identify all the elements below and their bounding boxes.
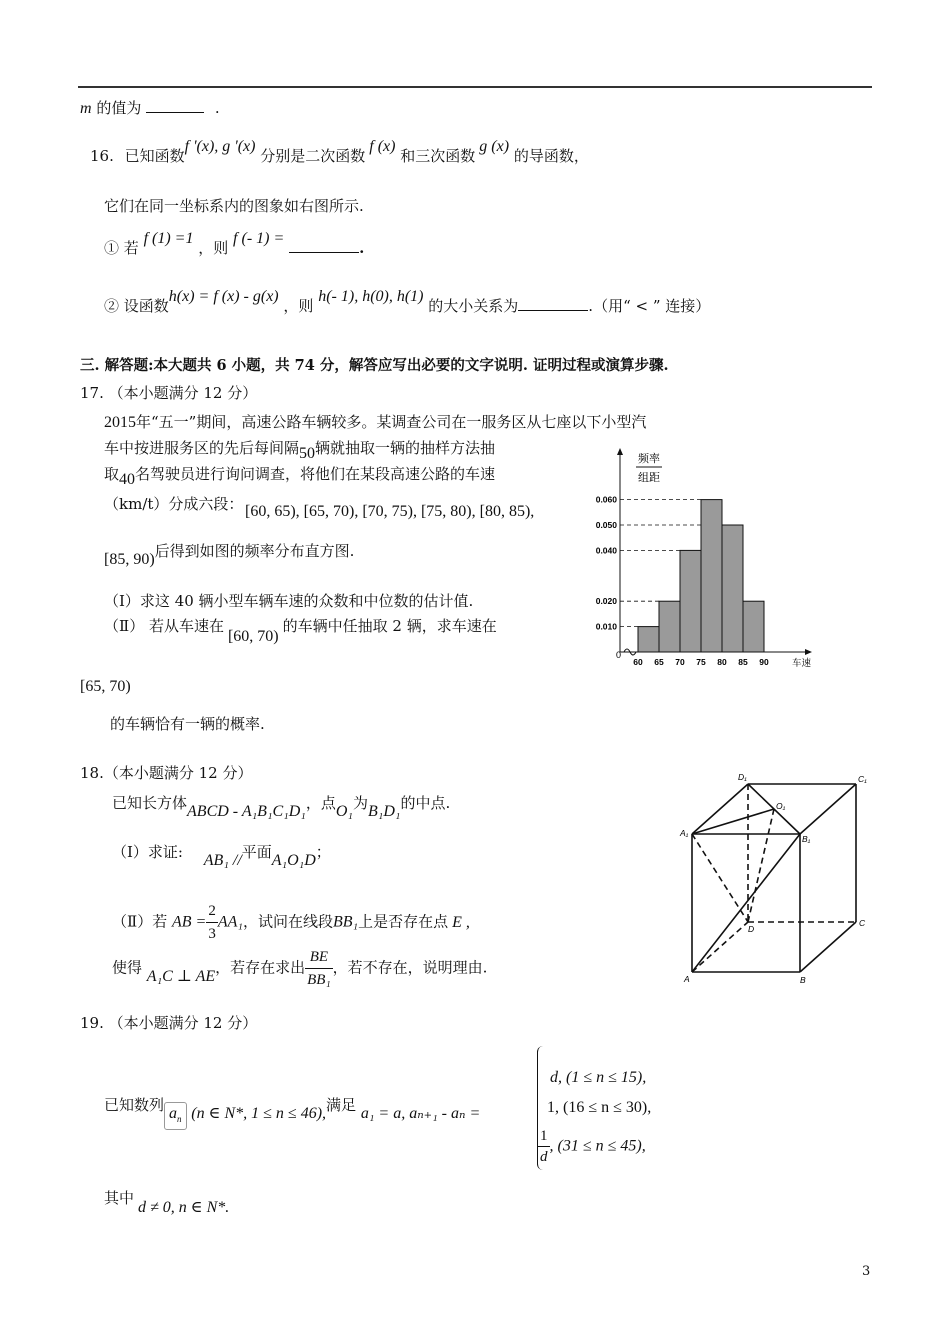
hist-bar-[65,70) <box>659 601 680 652</box>
frequency-histogram <box>586 446 826 676</box>
hist-xtick-80: 80 <box>717 657 727 667</box>
q18-o1: O₁ <box>335 803 353 820</box>
q17-l3a: 取 <box>104 465 120 483</box>
q19-line1 <box>104 1094 480 1122</box>
q17-part2-interval2: [65, 70) <box>80 678 131 695</box>
q19-line2 <box>104 1188 134 1208</box>
edge-a1-d1 <box>692 784 748 834</box>
q17-part2c: 的车辆恰有一辆的概率. <box>110 715 265 733</box>
q16-part1: ① 若 f (1) =1 ，则 f (- 1) = . <box>104 230 365 257</box>
q19-case1: d, (1 ≤ n ≤ 15), <box>550 1069 647 1086</box>
hist-xtick-85: 85 <box>738 657 748 667</box>
q16-line2: 它们在同一坐标系内的图象如右图所示. <box>104 197 364 215</box>
q19-l1a: 已知数列 <box>104 1096 165 1114</box>
q18-p2c: 上是否存在点 <box>358 912 449 931</box>
q18-l1d: 的中点. <box>400 794 451 812</box>
q18-part2-line2 <box>112 946 487 991</box>
q17-header: 17. （本小题满分 12 分） <box>80 384 258 402</box>
q16-p1-mid: ，则 <box>198 239 229 257</box>
q18-p1-plane: 平面 <box>241 843 272 861</box>
hist-bar-[80,85) <box>722 525 743 652</box>
q18-part1 <box>112 842 331 869</box>
q16-p1-expr: f (- 1) = <box>233 230 285 247</box>
q17-line3 <box>104 464 496 488</box>
q18-p2-aa1: AA₁ <box>217 913 243 931</box>
q17-segments: [60, 65), [65, 70), [70, 75), [75, 80), [80, 85), <box>245 503 535 520</box>
q17-line4 <box>104 494 243 514</box>
q16-p1-cond: f (1) =1 <box>143 230 194 247</box>
q16-end: 的导函数， <box>513 147 589 165</box>
hist-xtick-90: 90 <box>759 657 769 667</box>
q16-part2 <box>104 288 711 317</box>
section3-title: 三. 解答题:本大题共 6 小题，共 74 分，解答应写出必要的文字说明. 证明过程或演算步骤. <box>80 357 669 374</box>
q16-mid2: 和三次函数 <box>400 147 476 165</box>
q18-p2b: ，试问在线段 <box>242 912 333 931</box>
q15-text: 的值为 <box>96 99 142 117</box>
q17-part1: （Ⅰ）求这 40 辆小型车辆车速的众数和中位数的估计值. <box>104 592 474 610</box>
q18-p3c: ，若不存在，说明理由. <box>332 958 488 977</box>
q18-line1 <box>112 793 451 820</box>
q15-var: m <box>80 100 92 117</box>
q18-p2a: （Ⅱ）若 <box>112 912 168 931</box>
label-b1: B₁ <box>802 834 811 844</box>
hist-xtick-75: 75 <box>696 657 706 667</box>
q17-part2 <box>104 616 497 645</box>
q19-l2b: d ≠ 0, n ∈ N*. <box>138 1199 230 1216</box>
q16-mid1: 分别是二次函数 <box>260 147 366 165</box>
q17-part2-interval: [60, 70) <box>227 628 279 645</box>
q18-p1-end: ； <box>315 843 331 861</box>
hist-ytick-0.010: 0.010 <box>595 621 617 632</box>
hist-ylabel-top: 频率 <box>638 453 660 465</box>
edge-b-c <box>800 922 856 972</box>
q18-b1d1: B₁D₁ <box>368 803 401 820</box>
hist-bar-[85,90) <box>743 601 764 652</box>
q18-part2 <box>112 900 470 945</box>
cuboid-figure <box>678 770 878 995</box>
page-number: 3 <box>862 1264 871 1279</box>
q18-p3b: ，若存在求出 <box>215 958 306 977</box>
q18-l1a: 已知长方体 <box>112 794 188 812</box>
seg-a1-d-hidden <box>692 834 748 922</box>
q17-l2a: 车中按进服务区的先后每间隔 <box>104 439 300 457</box>
q17-l3b: 名驾驶员进行询问调查，将他们在某段高速公路的车速 <box>135 465 496 483</box>
q18-p1-plane-name: A₁O₁D <box>271 852 316 869</box>
q18-p3-cond: A₁C ⊥ AE <box>146 967 216 985</box>
q16-fprime: f '(x), g '(x) <box>184 138 256 155</box>
hist-y-arrow <box>617 448 623 455</box>
q17-line1 <box>104 412 646 433</box>
edge-a-d-hidden <box>692 922 748 972</box>
q19-case2: 1, (16 ≤ n ≤ 30), <box>547 1099 652 1116</box>
label-a1: A₁ <box>680 828 689 838</box>
hist-bar-[75,80) <box>701 500 722 652</box>
q17-l1: 年“五一”期间，高速公路车辆较多。某调查公司在一服务区从七座以下小型汽 <box>136 413 647 431</box>
q17-year: 2015 <box>104 414 136 431</box>
q16-number: 16. <box>90 147 114 165</box>
q18-p3a: 使得 <box>112 958 143 977</box>
q18-p2-num: 2 <box>206 900 218 923</box>
q19-case3: , (31 ≤ n ≤ 45), <box>549 1137 646 1155</box>
q18-p3-fraction <box>305 946 333 991</box>
header-rule <box>78 86 872 88</box>
q16-p2-vals: h(- 1), h(0), h(1) <box>318 288 424 305</box>
q16-p2-mid: ，则 <box>283 297 314 315</box>
q16-p2-def: h(x) = f (x) - g(x) <box>168 288 279 305</box>
q16-gx: g (x) <box>479 138 510 155</box>
q17-l2b: 辆就抽取一辆的抽样方法抽 <box>315 439 496 457</box>
hist-origin: 0 <box>616 650 622 660</box>
q15-end: . <box>214 99 220 117</box>
q18-p1a: （Ⅰ）求证: <box>112 843 183 861</box>
label-o1: O₁ <box>776 801 786 811</box>
q17-interval: 50 <box>299 445 316 462</box>
q17-last-seg: [85, 90) <box>104 551 155 568</box>
q16-p1-prefix: ① 若 <box>104 239 139 257</box>
q17-line2 <box>104 438 496 462</box>
q17-l4a: （km/t）分成六段： <box>104 495 244 513</box>
hist-ytick-0.020: 0.020 <box>595 596 617 607</box>
q17-l5: 后得到如图的频率分布直方图. <box>154 542 355 560</box>
label-c: C <box>859 918 866 928</box>
seg-o1-d-hidden <box>748 809 774 922</box>
q17-line5 <box>104 541 355 568</box>
q18-p3-num: BE <box>305 946 333 969</box>
hist-xtick-60: 60 <box>633 657 643 667</box>
label-b: B <box>800 975 806 985</box>
diag-a-b1 <box>692 834 800 972</box>
q17-part2a: （Ⅱ） 若从车速在 <box>104 617 224 635</box>
q19-header: 19. （本小题满分 12 分） <box>80 1014 258 1032</box>
q18-header: 18.（本小题满分 12 分） <box>80 764 253 782</box>
q16-p1-blank <box>289 238 359 253</box>
q16-p2-blank <box>518 296 588 311</box>
q19-seq-sub: n <box>177 1114 182 1124</box>
hist-ytick-0.050: 0.050 <box>595 520 617 530</box>
q16-p2-text: 的大小关系为 <box>428 297 519 315</box>
label-d: D <box>748 924 755 934</box>
hist-xlabel: 车速 <box>792 658 812 669</box>
q19-case3-fraction <box>538 1126 550 1167</box>
q19-l2a: 其中 <box>104 1189 135 1207</box>
q19-seq: a <box>169 1105 178 1122</box>
hist-bar-[60,65) <box>638 627 659 652</box>
q19-case3-row <box>538 1126 646 1167</box>
edge-c1-b1 <box>800 784 856 834</box>
q16-line1 <box>90 138 589 167</box>
q19-l1b: 满足 <box>326 1096 357 1114</box>
hist-ylabel-bottom: 组距 <box>638 472 660 484</box>
q17-count: 40 <box>119 471 136 488</box>
hist-ytick-0.060: 0.060 <box>595 494 617 505</box>
hist-x-arrow <box>805 649 812 655</box>
q16-intro: 已知函数 <box>124 147 185 165</box>
q17-part2b: 的车辆中任抽取 2 辆，求车速在 <box>282 617 497 635</box>
q18-l1b: ，点 <box>305 794 336 812</box>
q18-p1-ab1: AB₁ // <box>203 852 242 869</box>
q19-case3-den: d <box>540 1149 548 1165</box>
q18-p2-eq: AB = <box>171 913 207 931</box>
label-a: A <box>684 974 690 984</box>
q16-fx: f (x) <box>369 138 396 155</box>
hist-xtick-65: 65 <box>654 657 664 667</box>
q19-seq-set <box>164 1102 187 1130</box>
hist-ytick-0.040: 0.040 <box>595 545 617 556</box>
q16-p2-end: .（用“ < ” 连接） <box>588 297 711 315</box>
q18-p3-den: BB₁ <box>307 972 331 988</box>
q15-tail <box>80 98 220 119</box>
seg-a1-o1 <box>692 809 774 834</box>
hist-xtick-70: 70 <box>675 657 685 667</box>
q19-cond: (n ∈ N*, 1 ≤ n ≤ 46), <box>191 1105 327 1122</box>
q18-p2-den: 3 <box>208 926 216 942</box>
label-c1: C₁ <box>858 774 867 784</box>
q19-rec: a₁ = a, aₙ₊₁ - aₙ = <box>360 1105 481 1122</box>
q18-p2-e: E , <box>452 913 470 931</box>
q16-p2-prefix: ② 设函数 <box>104 297 169 315</box>
q18-p2-bb1: BB₁ <box>332 913 359 931</box>
q15-answer-blank <box>146 98 204 113</box>
q19-case3-num: 1 <box>538 1126 550 1147</box>
hist-bar-[70,75) <box>680 550 701 652</box>
q18-l1c: 为 <box>353 794 369 812</box>
label-d1: D₁ <box>738 772 747 782</box>
q18-p2-fraction <box>206 900 218 945</box>
q18-box: ABCD - A₁B₁C₁D₁ <box>187 803 306 820</box>
